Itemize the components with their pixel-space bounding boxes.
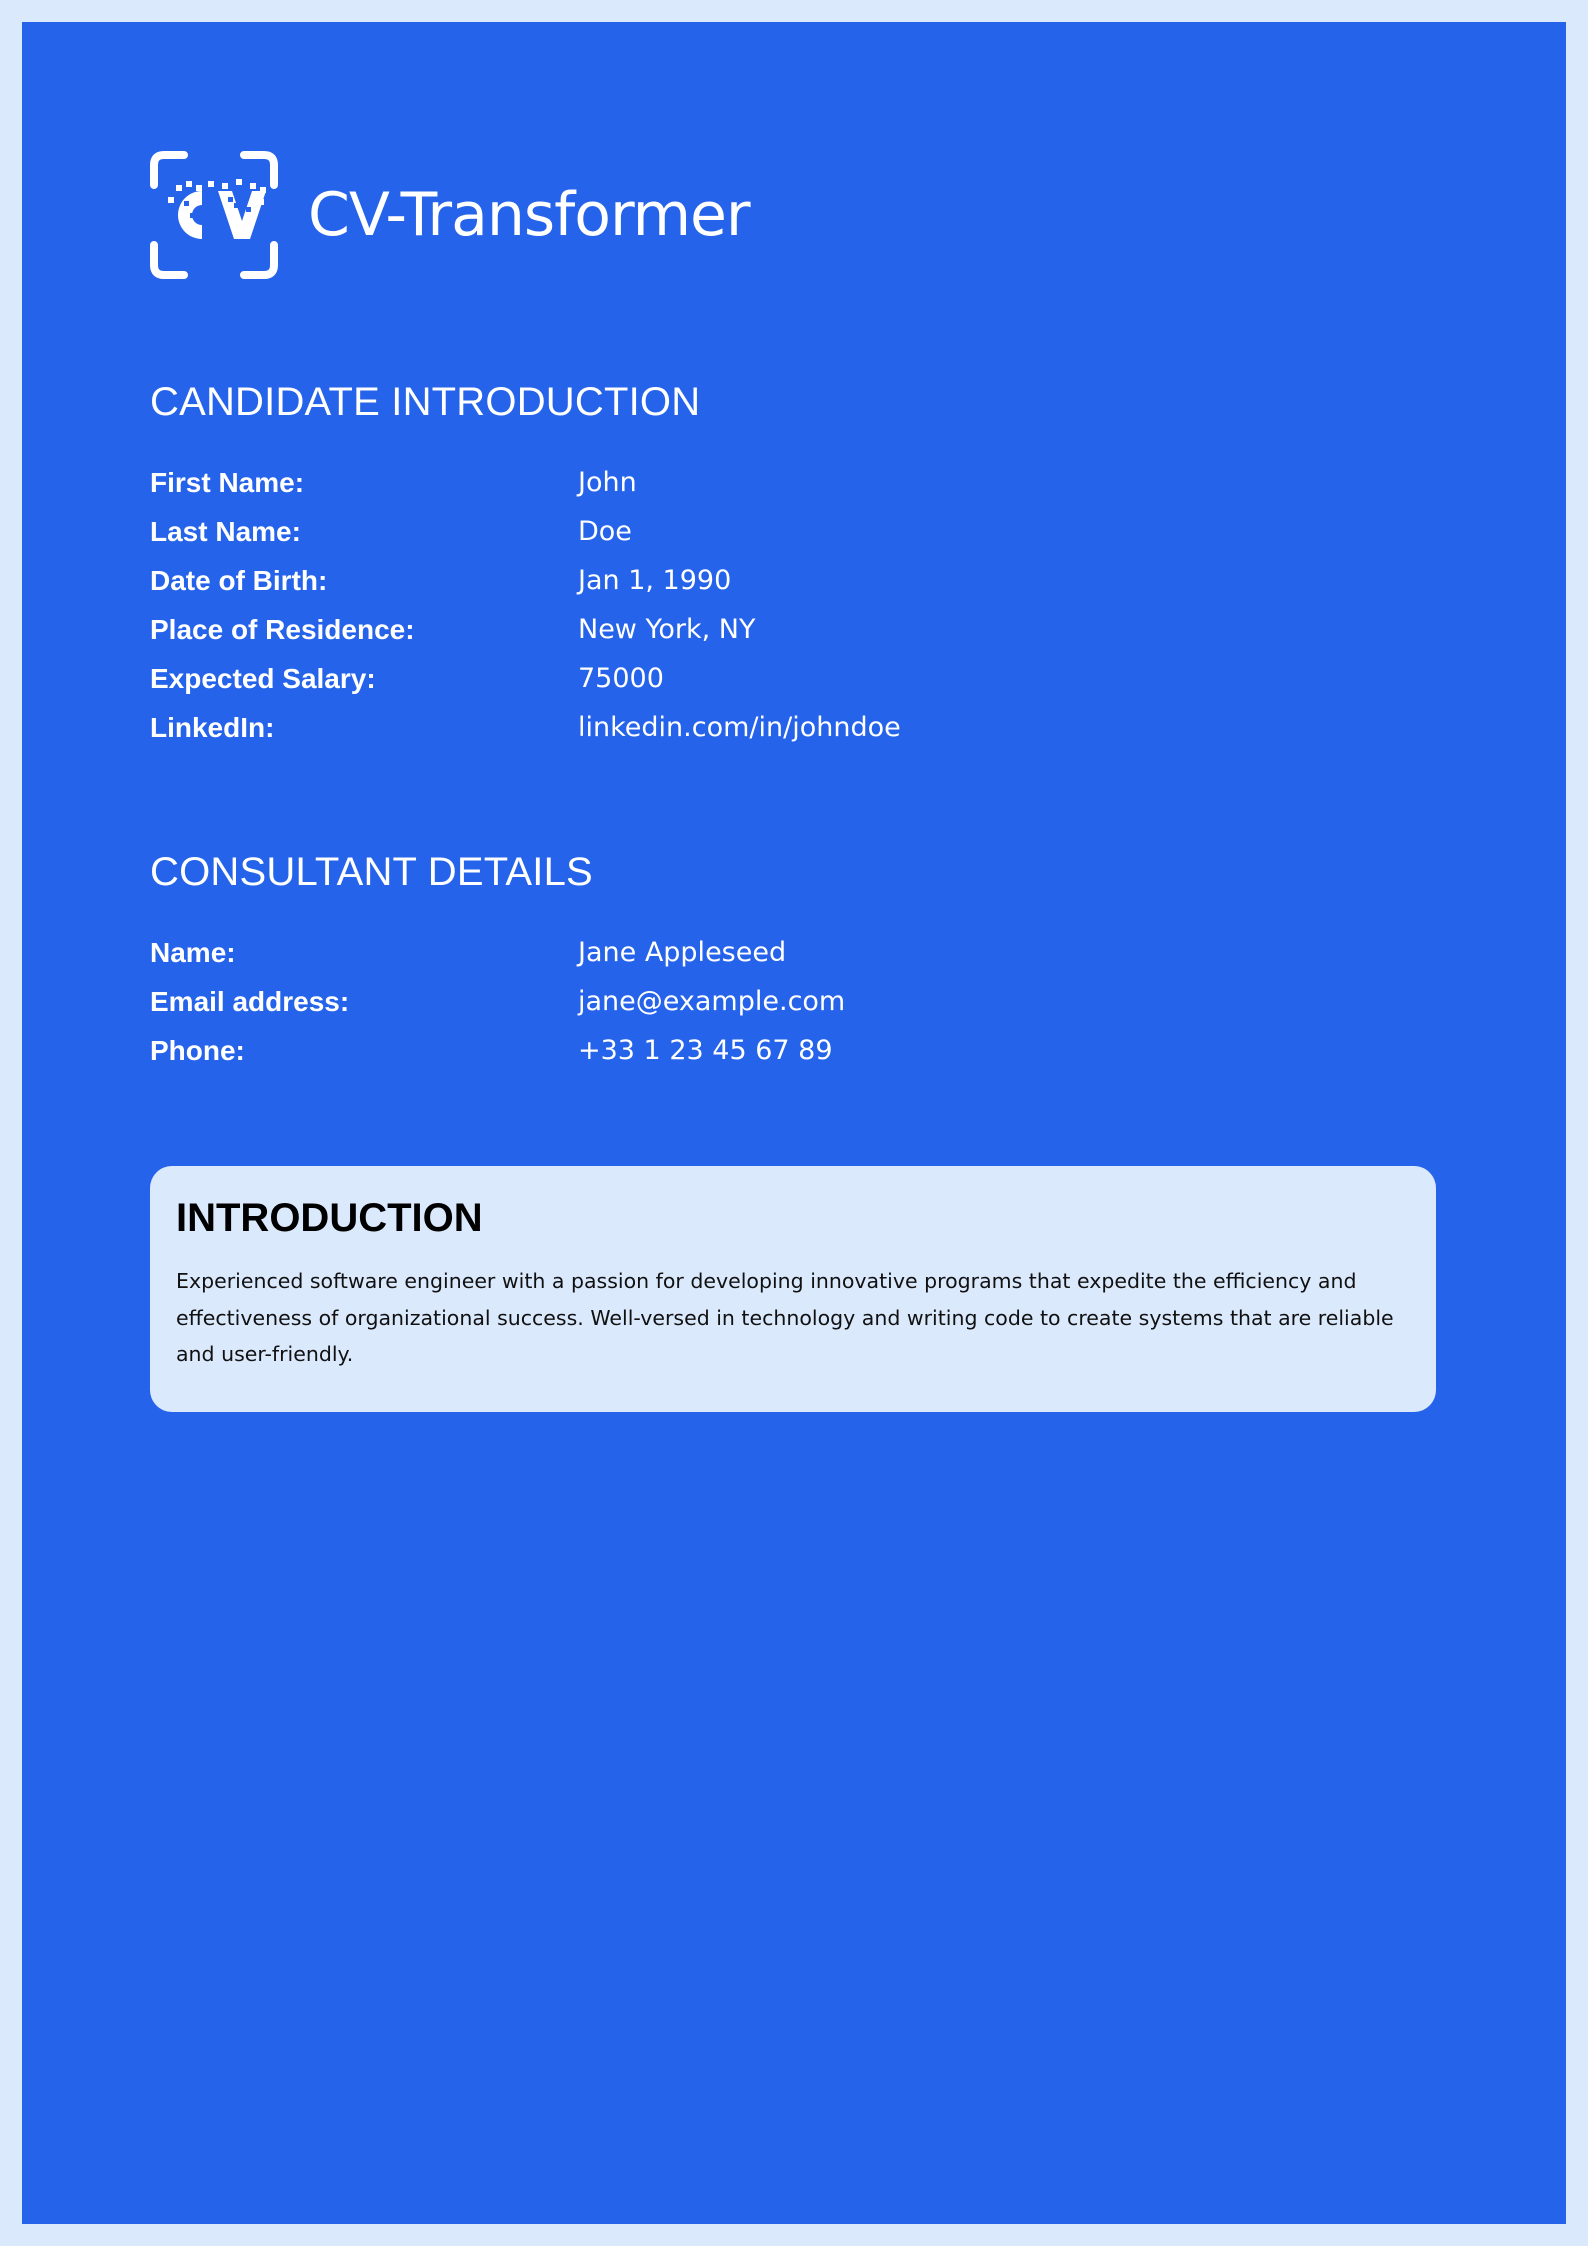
introduction-text: Experienced software engineer with a passion for developing innovative programs that expedite the efficiency and effectiveness of organizational success. Well-versed in technology and writing code to create systems that are reliable and user-friendly.: [176, 1269, 1394, 1366]
linkedin-link[interactable]: linkedin.com/in/johndoe: [578, 712, 901, 743]
brand-name: CV-Transformer: [308, 180, 750, 250]
field-value: Jane Appleseed: [578, 937, 787, 968]
field-label: Expected Salary:: [150, 662, 376, 694]
field-label: Email address:: [150, 985, 350, 1017]
field-value: 75000: [578, 663, 664, 694]
consultant-section-title: CONSULTANT DETAILS: [150, 850, 593, 894]
consultant-field-phone: [150, 1026, 845, 1075]
field-label: First Name:: [150, 466, 305, 498]
cv-scan-logo-icon: [150, 151, 278, 279]
candidate-field-last-name: [150, 507, 901, 556]
field-value: New York, NY: [578, 614, 756, 645]
field-value: John: [578, 467, 637, 498]
document-page: [22, 22, 1566, 2224]
brand-header: [150, 150, 750, 280]
field-label: Last Name:: [150, 515, 301, 547]
candidate-field-date-of-birth: [150, 556, 901, 605]
field-label: Phone:: [150, 1034, 245, 1066]
candidate-field-linkedin: [150, 703, 901, 752]
candidate-field-residence: [150, 605, 901, 654]
candidate-section-title: CANDIDATE INTRODUCTION: [150, 380, 701, 424]
candidate-field-expected-salary: [150, 654, 901, 703]
introduction-card: [150, 1166, 1436, 1412]
email-link[interactable]: jane@example.com: [578, 986, 846, 1017]
candidate-field-first-name: [150, 458, 901, 507]
field-label: Name:: [150, 936, 236, 968]
field-label: Date of Birth:: [150, 564, 328, 596]
phone-link[interactable]: +33 1 23 45 67 89: [578, 1035, 833, 1066]
field-value: Doe: [578, 516, 632, 547]
field-label: LinkedIn:: [150, 711, 275, 743]
introduction-title: INTRODUCTION: [176, 1196, 483, 1240]
consultant-field-email: [150, 977, 845, 1026]
field-label: Place of Residence:: [150, 613, 415, 645]
candidate-field-list: [150, 458, 901, 752]
consultant-field-list: [150, 928, 845, 1075]
consultant-field-name: [150, 928, 845, 977]
field-value: Jan 1, 1990: [578, 565, 732, 596]
